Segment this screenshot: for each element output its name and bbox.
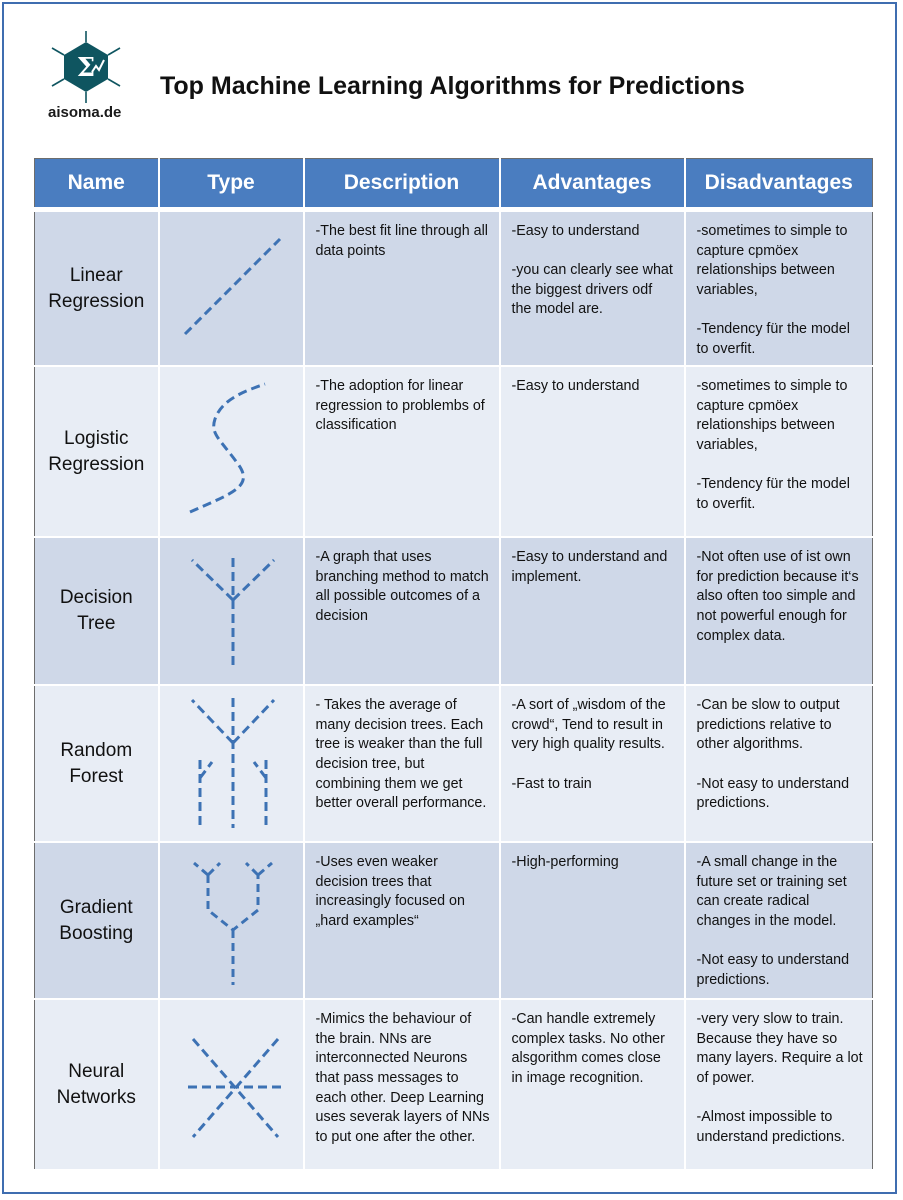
- algorithm-name: Decision Tree: [35, 537, 159, 685]
- algorithm-type-cell: [159, 842, 304, 999]
- algorithm-name: Neural Networks: [35, 999, 159, 1170]
- description-cell: -The best fit line through all data points: [304, 210, 500, 367]
- table-header-row: [35, 159, 873, 210]
- algorithm-type-cell: [159, 999, 304, 1170]
- description-cell: -The adoption for linear regression to problembs of classification: [304, 366, 500, 537]
- advantages-cell: -Easy to understand -you can clearly see what the biggest drivers odf the model are.: [500, 210, 685, 367]
- algorithm-name: Random Forest: [35, 685, 159, 842]
- column-header-type: Type: [159, 159, 304, 210]
- table-row-random-forest: [35, 685, 873, 842]
- advantages-cell: -A sort of „wisdom of the crowd“, Tend to result in very high quality results. -Fast to train: [500, 685, 685, 842]
- algorithm-name: Linear Regression: [35, 210, 159, 367]
- advantages-cell: -Can handle extremely complex tasks. No other alsgorithm comes close in image recognition.: [500, 999, 685, 1170]
- disadvantages-cell: -very very slow to train. Because they have so many layers. Require a lot of power. -Almost impossible to understand predictions.: [685, 999, 873, 1170]
- advantages-cell: -Easy to understand: [500, 366, 685, 537]
- algorithm-name: Logistic Regression: [35, 366, 159, 537]
- table-row-linear-regression: [35, 210, 873, 367]
- description-cell: -Mimics the behaviour of the brain. NNs are interconnected Neurons that pass messages to each other. Deep Learning uses severak layers of NNs to put one after the other.: [304, 999, 500, 1170]
- column-header-disadvantages: Disadvantages: [685, 159, 873, 210]
- disadvantages-cell: -A small change in the future set or training set can create radical changes in the model. -Not easy to understand predictions.: [685, 842, 873, 999]
- disadvantages-cell: -Can be slow to output predictions relative to other algorithms. -Not easy to understand predictions.: [685, 685, 873, 842]
- description-cell: -Uses even weaker decision trees that increasingly focused on „hard examples“: [304, 842, 500, 999]
- page-title: Top Machine Learning Algorithms for Predictions: [160, 72, 745, 100]
- algorithm-name: Gradient Boosting: [35, 842, 159, 999]
- algorithm-type-cell: [159, 366, 304, 537]
- column-header-name: Name: [35, 159, 159, 210]
- table-row-gradient-boosting: [35, 842, 873, 999]
- description-cell: - Takes the average of many decision trees. Each tree is weaker than the full decision tree, but combining them we get better overall performance.: [304, 685, 500, 842]
- gradient-boosting-icon: [160, 845, 305, 996]
- dashed-line-icon: [160, 214, 305, 364]
- disadvantages-cell: -sometimes to simple to capture cpmöex relationships between variables, -Tendency für the model to overfit.: [685, 366, 873, 537]
- column-header-description: Description: [304, 159, 500, 210]
- random-forest-icon: [160, 688, 305, 839]
- decision-tree-icon: [160, 540, 305, 682]
- disadvantages-cell: -sometimes to simple to capture cpmöex relationships between variables, -Tendency für the model to overfit.: [685, 210, 873, 367]
- algorithm-type-cell: [159, 537, 304, 685]
- algorithm-type-cell: [159, 210, 304, 367]
- table-row-decision-tree: [35, 537, 873, 685]
- logo-text: aisoma.de: [48, 104, 122, 121]
- description-cell: -A graph that uses branching method to match all possible outcomes of a decision: [304, 537, 500, 685]
- advantages-cell: -High-performing: [500, 842, 685, 999]
- column-header-advantages: Advantages: [500, 159, 685, 210]
- disadvantages-cell: -Not often use of ist own for prediction because it‘s also often too simple and not powerful enough for complex data.: [685, 537, 873, 685]
- neural-network-icon: [160, 1002, 305, 1167]
- table-row-neural-networks: [35, 999, 873, 1170]
- dashed-s-curve-icon: [160, 369, 305, 534]
- algorithms-table: [34, 158, 873, 1171]
- algorithm-type-cell: [159, 685, 304, 842]
- svg-text:Σ: Σ: [76, 53, 96, 83]
- advantages-cell: -Easy to understand and implement.: [500, 537, 685, 685]
- table-row-logistic-regression: [35, 366, 873, 537]
